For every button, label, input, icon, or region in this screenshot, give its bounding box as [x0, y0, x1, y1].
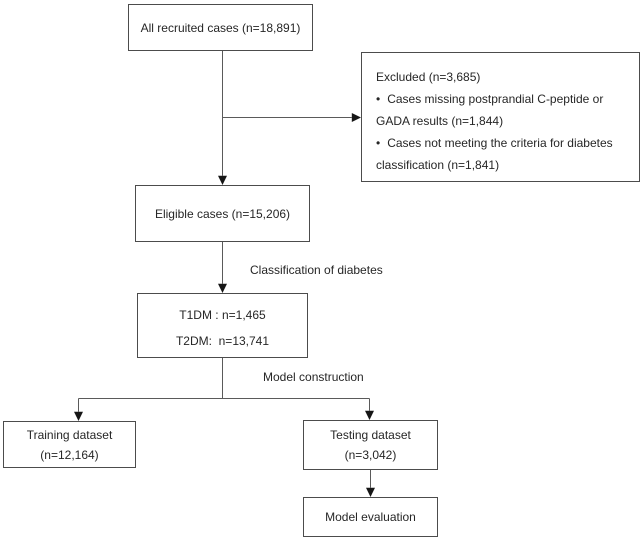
node-testing-line-title: Testing dataset: [330, 428, 411, 442]
node-excluded-item-text: Cases not meeting the criteria for diabetes classification (n=1,841): [376, 136, 613, 172]
node-training-line-title: Training dataset: [26, 427, 113, 442]
edge-recruited-to-eligible: [218, 51, 227, 185]
node-excluded: [361, 52, 640, 182]
arrowhead-right-icon: [352, 113, 361, 122]
edge-label-classification: Classification of diabetes: [250, 263, 383, 277]
node-testing: [303, 420, 438, 470]
edge-testing-to-evaluation: [366, 470, 375, 497]
bullet-icon: •: [376, 136, 381, 150]
arrowhead-down-icon: [366, 488, 375, 497]
node-evaluation-label: Model evaluation: [325, 510, 416, 524]
node-recruited: [128, 4, 313, 51]
node-evaluation: [303, 497, 438, 537]
edge-eligible-to-classification: [218, 242, 227, 293]
node-classification-line-t1dm: T1DM : n=1,465: [179, 308, 266, 322]
edge-split-to-testing: [365, 399, 374, 421]
node-eligible-label: Eligible cases (n=15,206): [154, 206, 291, 221]
arrowhead-down-icon: [74, 412, 83, 421]
node-training: [3, 421, 136, 468]
node-classification-line-t2dm: T2DM: n=13,741: [175, 334, 270, 348]
arrowhead-down-icon: [218, 176, 227, 185]
arrowhead-down-icon: [365, 411, 374, 420]
arrowhead-down-icon: [218, 284, 227, 293]
bullet-icon: •: [376, 92, 381, 106]
edge-label-construction: Model construction: [263, 370, 364, 384]
node-training-line-count: (n=12,164): [40, 447, 99, 462]
node-eligible: [135, 185, 310, 242]
node-classification: [137, 293, 308, 358]
node-excluded-item: [376, 132, 631, 176]
node-excluded-item-text: Cases missing postprandial C-peptide or GADA results (n=1,844): [376, 92, 604, 128]
edge-split-to-training: [74, 399, 83, 422]
node-excluded-item: [376, 88, 631, 132]
node-testing-line-count: (n=3,042): [344, 448, 397, 462]
node-excluded-title: Excluded (n=3,685): [376, 70, 481, 84]
node-recruited-label: All recruited cases (n=18,891): [140, 20, 301, 35]
edge-to-excluded: [223, 113, 362, 122]
